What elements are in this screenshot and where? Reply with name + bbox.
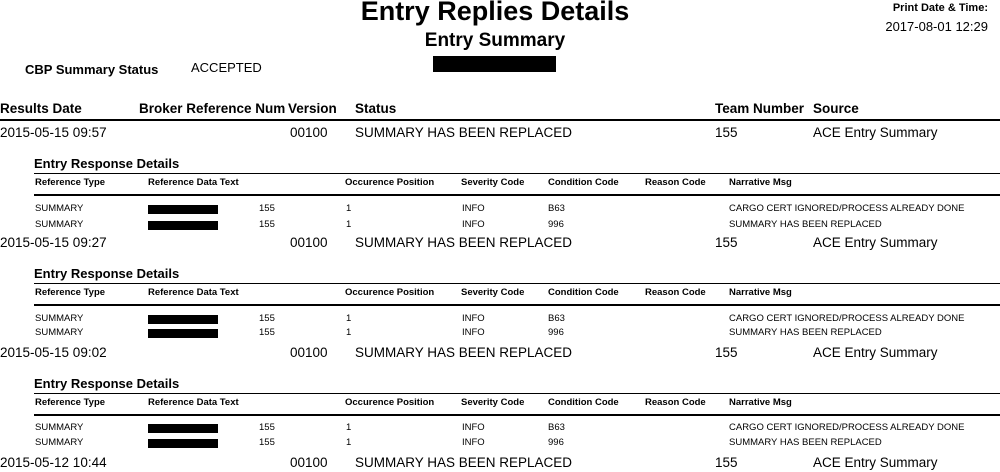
redacted-entry-number — [433, 56, 556, 72]
result-status: SUMMARY HAS BEEN REPLACED — [355, 125, 573, 140]
detail-condition: 996 — [548, 437, 564, 448]
print-date-label: Print Date & Time: — [892, 2, 988, 14]
col-severity-code: Severity Code — [461, 397, 525, 408]
detail-ref-type: SUMMARY — [35, 203, 84, 214]
result-version: 00100 — [290, 235, 328, 250]
detail-ref-num: 155 — [259, 313, 275, 324]
version-header: Version — [288, 101, 337, 116]
broker-ref-header: Broker Reference Num — [139, 101, 286, 116]
detail-position: 1 — [346, 313, 352, 324]
col-condition-code: Condition Code — [548, 397, 619, 408]
column-header-divider — [34, 304, 1000, 306]
detail-severity: INFO — [462, 219, 485, 230]
detail-position: 1 — [346, 203, 352, 214]
report-subtitle: Entry Summary — [424, 30, 566, 51]
result-source: ACE Entry Summary — [813, 125, 938, 140]
results-header-divider — [0, 119, 1000, 121]
col-reference-data-text: Reference Data Text — [148, 287, 239, 298]
detail-ref-num: 155 — [259, 327, 275, 338]
section-title: Entry Response Details — [34, 156, 180, 171]
col-reason-code: Reason Code — [645, 287, 706, 298]
redacted-reference-data — [148, 424, 218, 433]
col-occurrence-position: Occurence Position — [345, 177, 435, 188]
detail-ref-type: SUMMARY — [35, 437, 84, 448]
redacted-reference-data — [148, 329, 218, 338]
redacted-reference-data — [148, 315, 218, 324]
redacted-reference-data — [148, 205, 218, 214]
result-team: 155 — [715, 125, 738, 140]
detail-severity: INFO — [462, 437, 485, 448]
team-number-header: Team Number — [715, 101, 805, 116]
result-row — [0, 455, 1000, 471]
print-date-value: 2017-08-01 12:29 — [885, 19, 988, 34]
detail-ref-num: 155 — [259, 422, 275, 433]
detail-row — [0, 219, 1000, 231]
detail-severity: INFO — [462, 327, 485, 338]
redacted-reference-data — [148, 221, 218, 230]
detail-narrative: CARGO CERT IGNORED/PROCESS ALREADY DONE — [729, 313, 965, 324]
result-version: 00100 — [290, 125, 328, 140]
detail-position: 1 — [346, 219, 352, 230]
detail-ref-num: 155 — [259, 203, 275, 214]
detail-narrative: SUMMARY HAS BEEN REPLACED — [729, 219, 882, 230]
col-condition-code: Condition Code — [548, 287, 619, 298]
status-header: Status — [355, 101, 397, 116]
col-reference-data-text: Reference Data Text — [148, 177, 239, 188]
col-narrative-msg: Narrative Msg — [729, 397, 792, 408]
detail-row — [0, 437, 1000, 449]
col-reference-type: Reference Type — [35, 177, 106, 188]
result-row — [0, 235, 1000, 251]
detail-ref-type: SUMMARY — [35, 327, 84, 338]
detail-row — [0, 327, 1000, 339]
result-team: 155 — [715, 455, 738, 470]
detail-row — [0, 203, 1000, 215]
col-narrative-msg: Narrative Msg — [729, 287, 792, 298]
result-status: SUMMARY HAS BEEN REPLACED — [355, 455, 573, 470]
cbp-summary-status-label: CBP Summary Status — [25, 62, 159, 77]
section-title: Entry Response Details — [34, 376, 180, 391]
column-header-divider — [34, 414, 1000, 416]
detail-position: 1 — [346, 422, 352, 433]
result-status: SUMMARY HAS BEEN REPLACED — [355, 235, 573, 250]
col-reason-code: Reason Code — [645, 397, 706, 408]
detail-narrative: SUMMARY HAS BEEN REPLACED — [729, 327, 882, 338]
result-team: 155 — [715, 235, 738, 250]
col-reference-type: Reference Type — [35, 397, 106, 408]
column-header-divider — [34, 194, 1000, 196]
detail-row — [0, 313, 1000, 325]
detail-row — [0, 422, 1000, 434]
detail-narrative: CARGO CERT IGNORED/PROCESS ALREADY DONE — [729, 203, 965, 214]
detail-severity: INFO — [462, 422, 485, 433]
detail-condition: 996 — [548, 219, 564, 230]
col-reason-code: Reason Code — [645, 177, 706, 188]
source-header: Source — [813, 101, 859, 116]
detail-position: 1 — [346, 437, 352, 448]
section-divider — [34, 173, 1000, 174]
result-date: 2015-05-15 09:27 — [0, 235, 107, 250]
detail-ref-num: 155 — [259, 219, 275, 230]
result-status: SUMMARY HAS BEEN REPLACED — [355, 345, 573, 360]
detail-severity: INFO — [462, 203, 485, 214]
detail-condition: B63 — [548, 422, 565, 433]
detail-ref-num: 155 — [259, 437, 275, 448]
col-reference-type: Reference Type — [35, 287, 106, 298]
result-team: 155 — [715, 345, 738, 360]
col-occurrence-position: Occurence Position — [345, 397, 435, 408]
detail-severity: INFO — [462, 313, 485, 324]
result-version: 00100 — [290, 455, 328, 470]
cbp-summary-status-value: ACCEPTED — [191, 60, 262, 75]
report-title: Entry Replies Details — [360, 0, 630, 26]
section-divider — [34, 393, 1000, 394]
result-date: 2015-05-15 09:57 — [0, 125, 107, 140]
detail-ref-type: SUMMARY — [35, 219, 84, 230]
result-row — [0, 125, 1000, 141]
detail-condition: 996 — [548, 327, 564, 338]
detail-condition: B63 — [548, 203, 565, 214]
detail-position: 1 — [346, 327, 352, 338]
result-date: 2015-05-15 09:02 — [0, 345, 107, 360]
result-version: 00100 — [290, 345, 328, 360]
result-source: ACE Entry Summary — [813, 345, 938, 360]
detail-narrative: CARGO CERT IGNORED/PROCESS ALREADY DONE — [729, 422, 965, 433]
col-narrative-msg: Narrative Msg — [729, 177, 792, 188]
section-divider — [34, 283, 1000, 284]
detail-ref-type: SUMMARY — [35, 313, 84, 324]
result-row — [0, 345, 1000, 361]
results-date-header: Results Date — [0, 101, 82, 116]
section-title: Entry Response Details — [34, 266, 180, 281]
result-source: ACE Entry Summary — [813, 455, 938, 470]
col-severity-code: Severity Code — [461, 287, 525, 298]
col-condition-code: Condition Code — [548, 177, 619, 188]
col-reference-data-text: Reference Data Text — [148, 397, 239, 408]
result-source: ACE Entry Summary — [813, 235, 938, 250]
result-date: 2015-05-12 10:44 — [0, 455, 107, 470]
detail-condition: B63 — [548, 313, 565, 324]
detail-ref-type: SUMMARY — [35, 422, 84, 433]
detail-narrative: SUMMARY HAS BEEN REPLACED — [729, 437, 882, 448]
redacted-reference-data — [148, 439, 218, 448]
col-occurrence-position: Occurence Position — [345, 287, 435, 298]
col-severity-code: Severity Code — [461, 177, 525, 188]
